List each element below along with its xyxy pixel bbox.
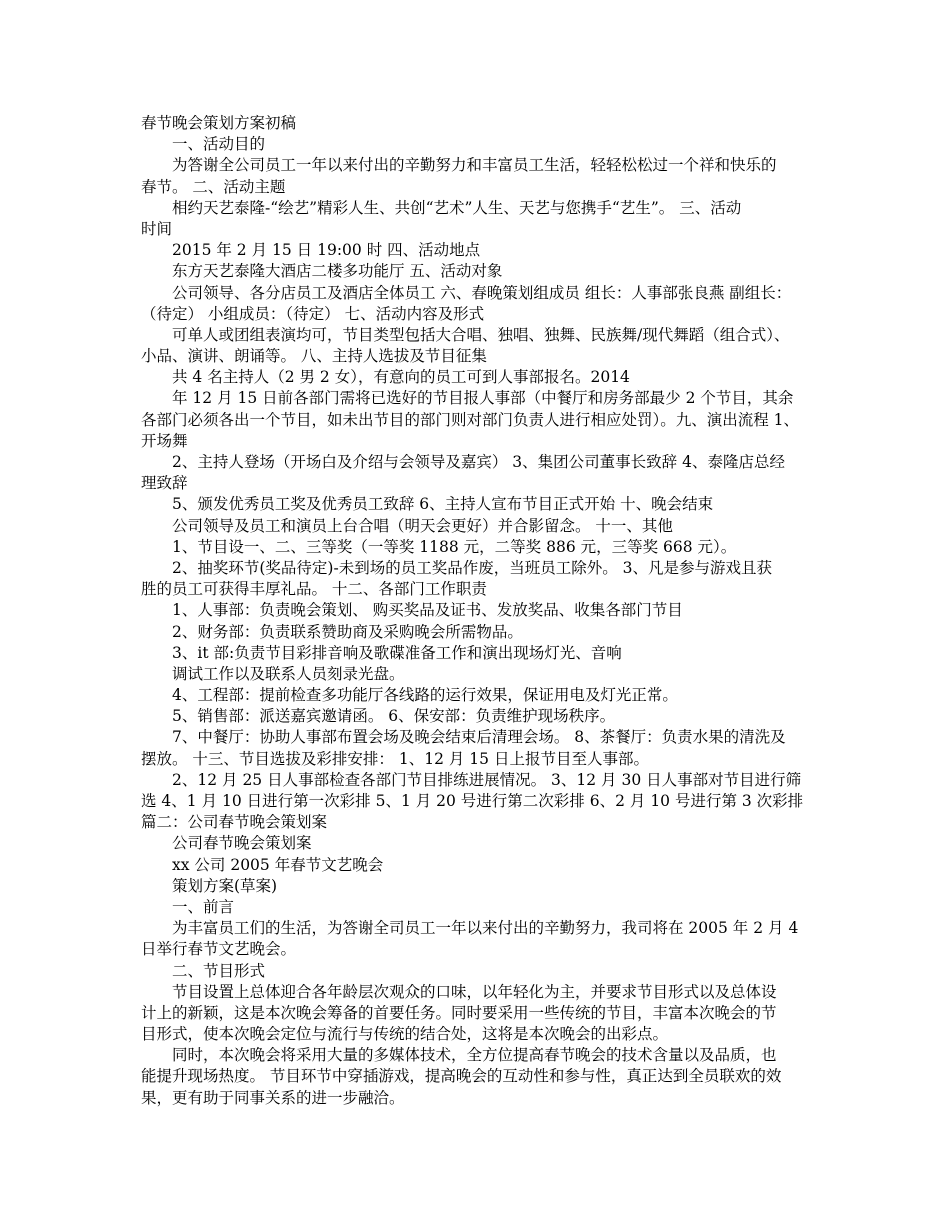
text-line [141,261,812,282]
text-line [141,155,812,176]
text-run: 公司春节晚会策划案 [172,834,312,853]
text-line [141,473,812,494]
text-run: 7、中餐厅：协助人事部布置会场及晚会结束后清理会场。 8、茶餐厅：负责水果的清洗及 [172,728,786,747]
text-line [141,431,812,452]
text-run: 时间 [141,219,173,238]
text-line [141,1066,812,1087]
text-line [141,770,812,791]
text-run: 可单人或团组表演均可，节目类型包括大合唱、独唱、独舞、民族舞/现代舞蹈（组合式）、 [172,325,790,344]
text-line [141,643,812,664]
text-run: 一、前言 [172,897,235,916]
text-run: 年 12 月 15 日前各部门需将已选好的节目报人事部（中餐厅和房务部最少 2 个节目，其余 [172,389,794,408]
text-line [141,1024,812,1045]
text-run: 公司领导及员工和演员上台合唱（明天会更好）并合影留念。 十一、其他 [172,516,673,535]
text-run: 公司领导、各分店员工及酒店全体员工 六、春晚策划组成员 组长：人事部张良燕 副组长： [172,283,792,302]
text-run: 2015 年 2 月 15 日 19:00 时 四、活动地点 [172,241,481,260]
text-line [141,855,812,876]
text-line [141,177,812,198]
text-run: 同时，本次晚会将采用大量的多媒体技术，全方位提高春节晚会的技术含量以及品质，也 [172,1046,777,1065]
text-run: 3、it 部:负责节目彩排音响及歌碟准备工作和演出现场灯光、音响 [172,643,622,662]
text-run: 2、12 月 25 日人事部检查各部门节目排练进展情况。 3、12 月 30 日人事部对节目进行筛 [172,770,802,789]
text-run: 篇二：公司春节晚会策划案 [141,813,328,832]
text-line [141,876,812,897]
text-run: 共 4 名主持人（2 男 2 女），有意向的员工可到人事部报名。2014 [172,368,630,387]
text-run: 2、抽奖环节(奖品待定)-未到场的员工奖品作废，当班员工除外。 3、凡是参与游戏且获 [172,558,772,577]
text-run: 相约天艺泰隆-“绘艺”精彩人生、共创“艺术”人生、天艺与您携手“艺生”。 三、活动 [172,198,742,217]
text-line [141,113,812,134]
text-line [141,558,812,579]
text-run: 2、主持人登场（开场白及介绍与会领导及嘉宾） 3、集团公司董事长致辞 4、泰隆店总经 [172,453,785,471]
text-line [141,1045,812,1066]
text-run: 东方天艺泰隆大酒店二楼多功能厅 五、活动对象 [172,262,503,281]
text-run: 1、人事部：负责晚会策划、 购买奖品及证书、发放奖品、收集各部门节目 [172,601,683,620]
text-run: 选 4、1 月 10 日进行第一次彩排 5、1 月 20 号进行第二次彩排 6、2 月 10 号进行第 3 次彩排 [141,792,804,810]
text-run: 胜的员工可获得丰厚礼品。 十二、各部门工作职责 [141,580,487,599]
text-run: 节目设置上总体迎合各年龄层次观众的口味，以年轻化为主，并要求节目形式以及总体设 [172,982,777,1001]
text-line [141,622,812,643]
text-line [141,727,812,748]
text-run: 日举行春节文艺晚会。 [141,940,297,959]
text-line [141,283,812,304]
text-run: 5、销售部：派送嘉宾邀请函。 6、保安部：负责维护现场秩序。 [172,707,616,726]
text-line [141,833,812,854]
text-run: xx 公司 2005 年春节文艺晚会 [172,855,384,874]
text-run: 开场舞 [141,431,188,450]
text-run: 能提升现场热度。 节目环节中穿插游戏，提高晚会的互动性和参与性，真正达到全员联欢的效 [141,1067,782,1086]
text-run: 4、工程部：提前检查多功能厅各线路的运行效果，保证用电及灯光正常。 [172,686,678,705]
text-line [141,198,812,219]
text-line [141,494,812,515]
text-run: 果，更有助于同事关系的进一步融洽。 [141,1088,405,1107]
text-run: 一、活动目的 [172,135,266,154]
text-line [141,982,812,1003]
text-run: 2、财务部：负责联系赞助商及采购晚会所需物品。 [172,622,523,641]
text-line [141,537,812,558]
text-run: 计上的新颖，这是本次晚会筹备的首要任务。同时要采用一些传统的节目，丰富本次晚会的节 [141,1003,777,1022]
text-run: 目形式，使本次晚会定位与流行与传统的结合处，这将是本次晚会的出彩点。 [141,1025,669,1044]
text-run: 摆放。 十三、节目选拔及彩排安排： 1、12 月 15 日上报节目至人事部。 [141,749,649,768]
text-run: 小品、演讲、朗诵等。 八、主持人选拔及节目征集 [141,347,487,366]
document-body [141,113,812,1109]
text-run: 1、节目设一、二、三等奖（一等奖 1188 元，二等奖 886 元，三等奖 668 元）。 [172,537,737,556]
text-run: 春节。 二、活动主题 [141,177,286,196]
text-line [141,939,812,960]
text-line [141,897,812,918]
text-line [141,791,812,812]
text-line [141,219,812,240]
text-line [141,600,812,621]
text-line [141,452,812,473]
text-line [141,1088,812,1109]
text-line [141,685,812,706]
text-line [141,1003,812,1024]
text-line [141,706,812,727]
text-line [141,749,812,770]
text-line [141,516,812,537]
text-line [141,346,812,367]
text-run: 5、颁发优秀员工奖及优秀员工致辞 6、主持人宣布节目正式开始 十、晚会结束 [172,495,714,514]
text-line [141,961,812,982]
text-line [141,325,812,346]
text-run: 二、节目形式 [172,961,266,980]
text-line [141,579,812,600]
text-line [141,664,812,685]
text-line [141,410,812,431]
text-line [141,134,812,155]
text-run: 为答谢全公司员工一年以来付出的辛勤努力和丰富员工生活，轻轻松松过一个祥和快乐的 [172,156,777,175]
text-line [141,240,812,261]
text-run: 各部门必须各出一个节目，如未出节目的部门则对部门负责人进行相应处罚）。九、演出流程 1、 [141,410,800,429]
text-run: 为丰富员工们的生活，为答谢全司员工一年以来付出的辛勤努力，我司将在 2005 年 2 月 4 [172,919,799,938]
text-run: （待定） 小组成员：（待定） 七、活动内容及形式 [141,304,485,323]
text-line [141,388,812,409]
text-run: 策划方案(草案) [172,876,278,895]
text-line [141,812,812,833]
text-run: 理致辞 [141,474,188,493]
text-line [141,918,812,939]
text-run: 调试工作以及联系人员刻录光盘。 [172,664,405,683]
text-line [141,367,812,388]
text-run: 春节晚会策划方案初稿 [141,114,297,132]
text-line [141,304,812,325]
